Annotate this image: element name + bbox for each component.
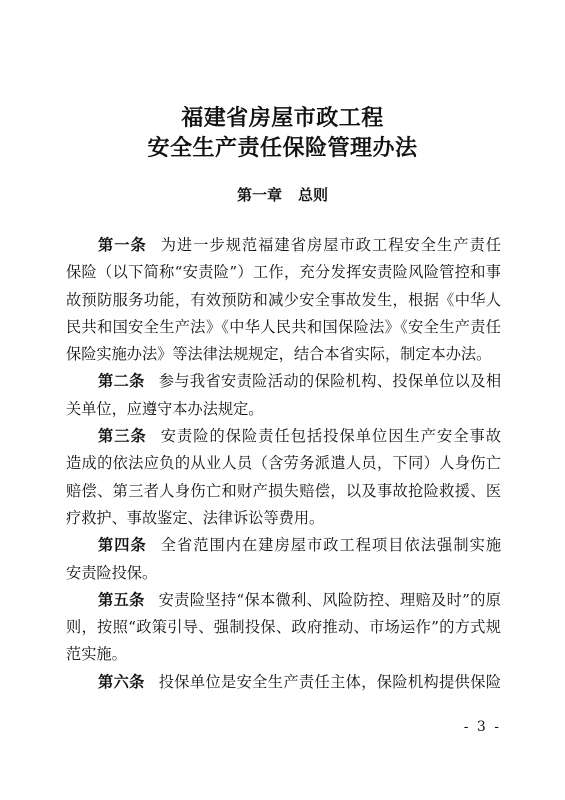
article-6-line-1 [66, 669, 501, 696]
article-2-line-1 [66, 368, 501, 395]
article-label: 第四条 [98, 536, 147, 555]
article-3-line-4: 疗救护、事故鉴定、法律诉讼等费用。 [66, 508, 325, 527]
article-text: 参与我省安责险活动的保险机构、投保单位以及相 [158, 372, 501, 391]
chapter-heading [0, 183, 565, 207]
article-5-line-2: 则，按照“政策引导、强制投保、政府推动、市场运作”的方式规 [66, 618, 501, 637]
article-label: 第六条 [98, 672, 145, 691]
page-number: - 3 - [463, 719, 501, 735]
article-text: 全省范围内在建房屋市政工程项目依法强制实施 [160, 536, 501, 555]
article-1-line-3: 故预防服务功能，有效预防和减少安全事故发生，根据《中华人 [66, 290, 501, 309]
chapter-label: 第一章 [236, 186, 282, 204]
chapter-name: 总则 [298, 186, 329, 204]
article-2-line-2: 关单位，应遵守本办法规定。 [66, 399, 264, 418]
article-1-line-4: 民共和国安全生产法》《中华人民共和国保险法》《安全生产责任 [66, 317, 501, 336]
article-1-line-2: 保险（以下简称“安责险”）工作，充分发挥安责险风险管控和事 [66, 263, 501, 282]
document-body [66, 232, 501, 696]
article-5-line-3: 范实施。 [66, 645, 127, 664]
article-label: 第三条 [98, 427, 147, 446]
article-4-line-1 [66, 532, 501, 559]
document-title-line-1: 福建省房屋市政工程 [181, 105, 384, 131]
article-4-line-2: 安责险投保。 [66, 563, 158, 582]
article-label: 第一条 [98, 236, 147, 254]
article-3-line-2: 造成的依法应负的从业人员（含劳务派遣人员，下同）人身伤亡 [66, 454, 501, 473]
article-3-line-3: 赔偿、第三者人身伤亡和财产损失赔偿，以及事故抢险救援、医 [66, 481, 501, 500]
article-text: 安责险的保险责任包括投保单位因生产安全事故 [160, 427, 501, 446]
document-title-line-2: 安全生产责任保险管理办法 [147, 135, 418, 161]
article-text: 为进一步规范福建省房屋市政工程安全生产责任 [160, 236, 501, 254]
article-label: 第二条 [98, 372, 145, 391]
article-text: 安责险坚持“保本微利、风险防控、理赔及时”的原 [158, 590, 501, 609]
article-label: 第五条 [98, 590, 145, 609]
article-1-line-5: 保险实施办法》等法律法规规定，结合本省实际，制定本办法。 [66, 345, 492, 364]
article-text: 投保单位是安全生产责任主体，保险机构提供保险 [158, 672, 501, 691]
article-1-line-1 [66, 232, 501, 259]
article-5-line-1 [66, 587, 501, 614]
article-3-line-1 [66, 423, 501, 450]
